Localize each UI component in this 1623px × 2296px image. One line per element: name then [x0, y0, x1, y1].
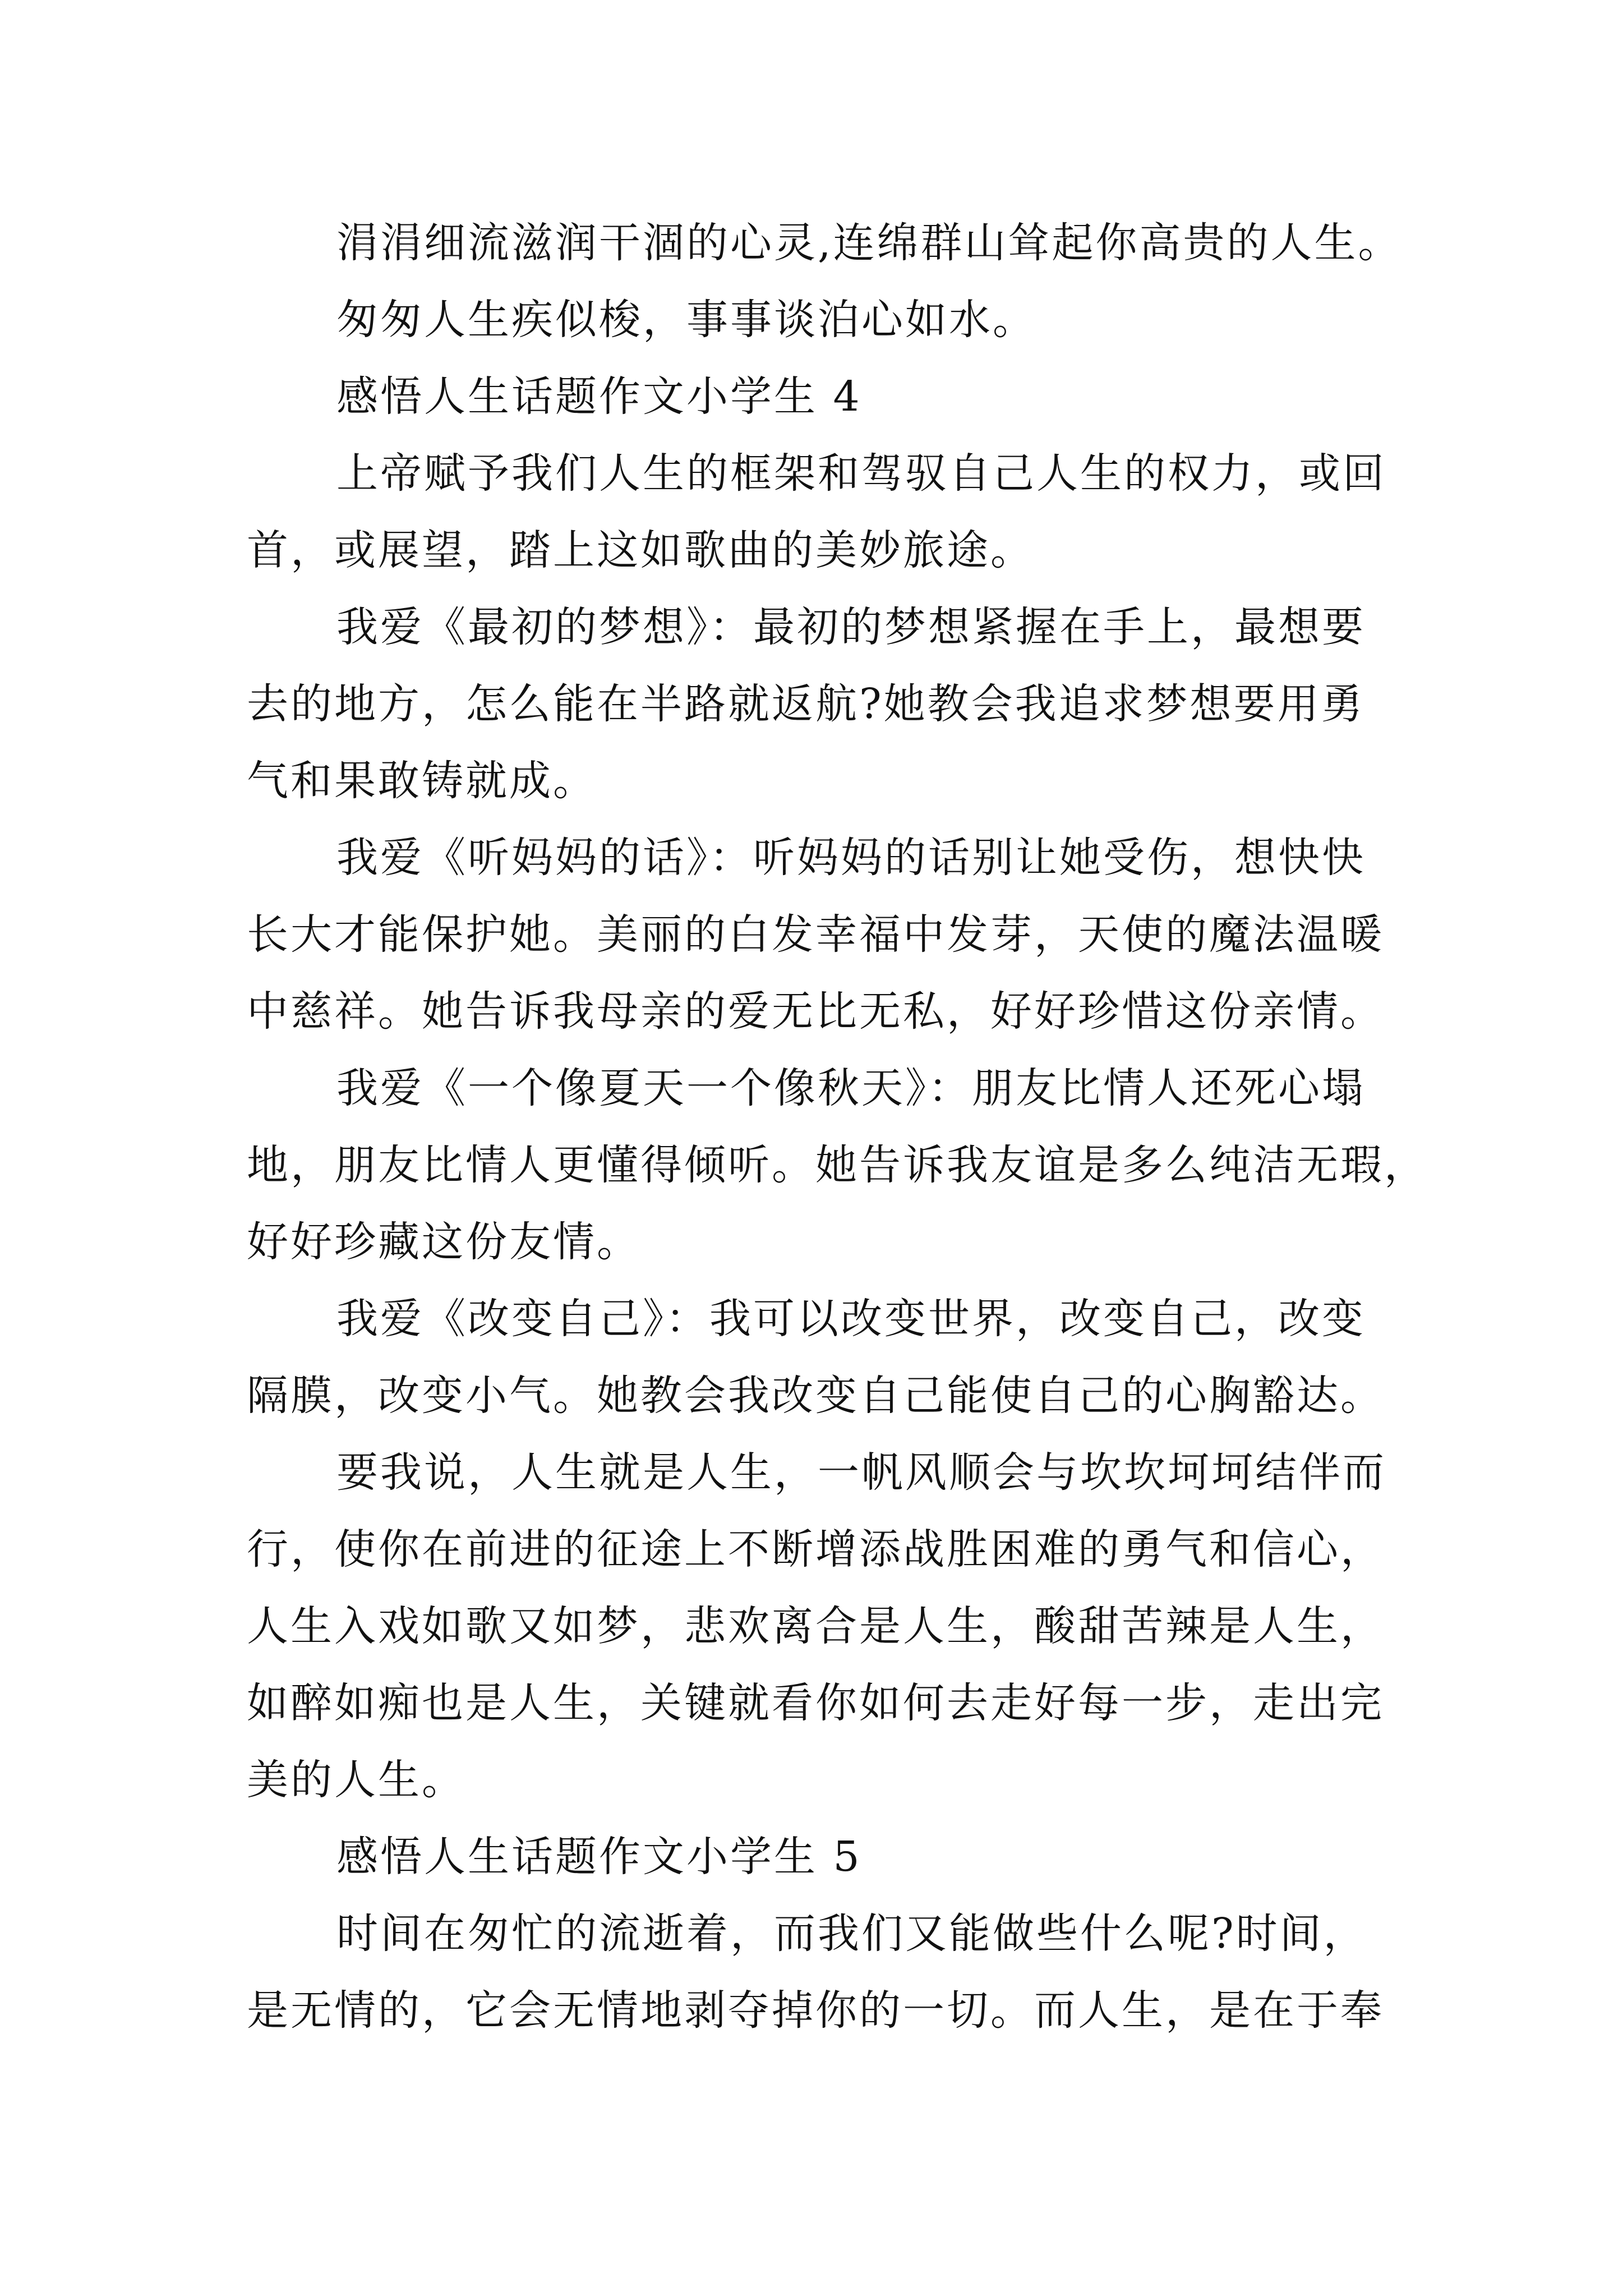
- text-line: 我爱《一个像夏天一个像秋天》：朋友比情人还死心塌: [336, 1064, 1366, 1112]
- text-line: 地，朋友比情人更懂得倾听。她告诉我友谊是多么纯洁无瑕，: [247, 1141, 1428, 1189]
- text-line: 人生入戏如歌又如梦，悲欢离合是人生，酸甜苦辣是人生，: [247, 1602, 1384, 1650]
- text-line: 我爱《听妈妈的话》：听妈妈的话别让她受伤，想快快: [336, 834, 1366, 882]
- text-line: 要我说，人生就是人生，一帆风顺会与坎坎坷坷结伴而: [336, 1448, 1386, 1497]
- paragraph: [247, 1050, 1428, 1281]
- paragraph: [247, 205, 1424, 282]
- text-line: 如醉如痴也是人生，关键就看你如何去走好每一步，走出完: [247, 1679, 1384, 1727]
- paragraph: [247, 820, 1424, 1050]
- text-line: 中慈祥。她告诉我母亲的爱无比无私，好好珍惜这份亲情。: [247, 987, 1384, 1036]
- paragraph: [247, 282, 1424, 358]
- text-line: 首，或展望，踏上这如歌曲的美妙旅途。: [247, 526, 1034, 574]
- paragraph: [247, 1895, 1424, 2049]
- text-line: 去的地方，怎么能在半路就返航?她教会我追求梦想要用勇: [247, 680, 1365, 728]
- text-line: 气和果敢铸就成。: [247, 757, 597, 805]
- text-line: 好好珍藏这份友情。: [247, 1218, 640, 1266]
- document-body: [247, 205, 1428, 2049]
- paragraph: [247, 1281, 1424, 1434]
- section-heading: [247, 1819, 1424, 1895]
- paragraph: [247, 435, 1424, 589]
- paragraph: [247, 589, 1424, 820]
- text-line: 美的人生。: [247, 1756, 465, 1804]
- text-line: 涓涓细流滋润干涸的心灵,连绵群山耸起你高贵的人生。: [336, 219, 1402, 267]
- text-line: 隔膜，改变小气。她教会我改变自己能使自己的心胸豁达。: [247, 1372, 1384, 1420]
- section-heading: [247, 358, 1424, 435]
- text-line: 我爱《改变自己》：我可以改变世界，改变自己，改变: [336, 1295, 1366, 1343]
- text-line: 时间在匆忙的流逝着，而我们又能做些什么呢?时间，: [336, 1910, 1367, 1958]
- text-line: 匆匆人生疾似梭，事事谈泊心如水。: [336, 296, 1036, 344]
- text-line: 行，使你在前进的征途上不断增添战胜困难的勇气和信心，: [247, 1525, 1384, 1573]
- heading-text: 感悟人生话题作文小学生 5: [336, 1833, 862, 1881]
- text-line: 我爱《最初的梦想》：最初的梦想紧握在手上，最想要: [336, 603, 1366, 651]
- text-line: 长大才能保护她。美丽的白发幸福中发芽，天使的魔法温暖: [247, 910, 1384, 959]
- text-line: 是无情的，它会无情地剥夺掉你的一切。而人生，是在于奉: [247, 1986, 1384, 2035]
- paragraph: [247, 1434, 1424, 1819]
- heading-text: 感悟人生话题作文小学生 4: [336, 372, 862, 421]
- text-line: 上帝赋予我们人生的框架和驾驭自己人生的权力，或回: [336, 449, 1386, 498]
